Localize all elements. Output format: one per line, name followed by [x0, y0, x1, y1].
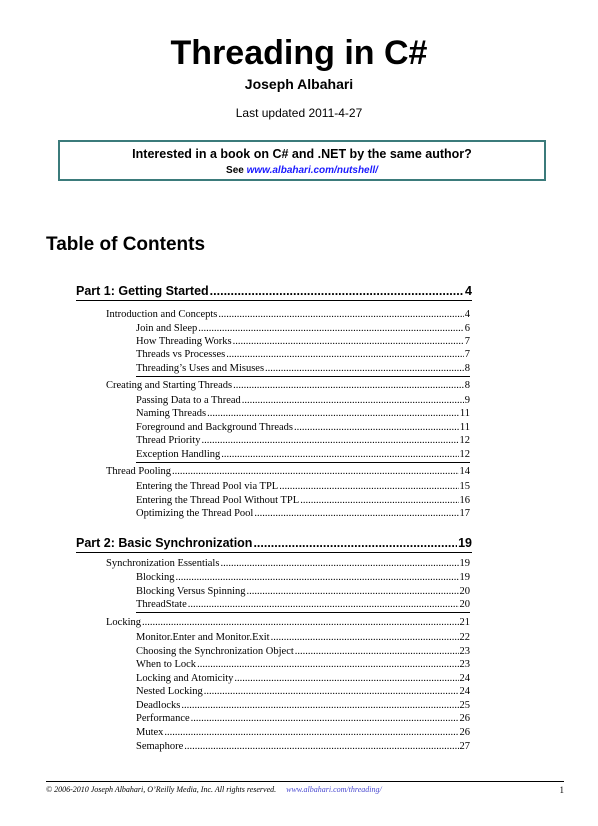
toc-entry[interactable]: Threading’s Uses and Misuses ..... 8 [136, 363, 470, 377]
toc-entry[interactable]: Blocking Versus Spinning ..... 20 [136, 586, 470, 599]
promo-see-line [60, 165, 544, 176]
promo-box [58, 140, 546, 181]
toc-entry[interactable]: Choosing the Synchronization Object ..... 23 [136, 646, 470, 659]
toc-entry[interactable]: Mutex ..... 26 [136, 727, 470, 740]
toc-entry[interactable]: Semaphore ..... 27 [136, 741, 470, 754]
promo-question: Interested in a book on C# and .NET by the same author? [132, 147, 472, 161]
footer-copyright: © 2006-2010 Joseph Albahari, O’Reilly Media, Inc. All rights reserved. [46, 785, 277, 794]
toc-entry[interactable]: Deadlocks ..... 25 [136, 700, 470, 713]
toc-entry[interactable]: ThreadState ..... 20 [136, 599, 470, 613]
toc-entry[interactable]: How Threading Works ..... 7 [136, 336, 470, 349]
toc-entry[interactable]: When to Lock ..... 23 [136, 659, 470, 672]
toc-heading: Table of Contents [46, 234, 206, 255]
toc-part-getting-started[interactable]: Part 1: Getting Started ..... 4 [76, 284, 472, 301]
doc-author: Joseph Albahari [244, 76, 354, 92]
toc-part-basic-synchronization[interactable]: Part 2: Basic Synchronization ..... 19 [76, 536, 472, 553]
doc-title: Threading in C# [170, 34, 428, 72]
toc-entry[interactable]: Synchronization Essentials ..... 19 [106, 558, 470, 571]
toc-entry[interactable]: Locking ..... 21 [106, 617, 470, 630]
toc-entry[interactable]: Entering the Thread Pool Without TPL ..... 16 [136, 495, 470, 508]
nutshell-link[interactable]: www.albahari.com/nutshell/ [246, 165, 378, 176]
last-updated: Last updated 2011-4-27 [235, 106, 363, 120]
toc-entry[interactable]: Thread Pooling ..... 14 [106, 466, 470, 479]
toc-entry[interactable]: Nested Locking ..... 24 [136, 686, 470, 699]
toc-entry[interactable]: Naming Threads ..... 11 [136, 408, 470, 421]
toc-entry[interactable]: Exception Handling ..... 12 [136, 449, 470, 463]
footer-divider [46, 781, 564, 782]
toc-entry[interactable]: Passing Data to a Thread ..... 9 [136, 395, 470, 408]
toc-entry[interactable]: Blocking ..... 19 [136, 572, 470, 585]
toc-entry[interactable]: Optimizing the Thread Pool ..... 17 [136, 508, 470, 521]
toc-entry[interactable]: Locking and Atomicity ..... 24 [136, 673, 470, 686]
promo-see-label: See [226, 165, 244, 176]
toc-entry[interactable]: Join and Sleep ..... 6 [136, 323, 470, 336]
toc-entry[interactable]: Creating and Starting Threads ..... 8 [106, 380, 470, 393]
footer-threading-link[interactable]: www.albahari.com/threading/ [286, 785, 382, 794]
toc-entry[interactable]: Thread Priority ..... 12 [136, 435, 470, 448]
toc-entry[interactable]: Monitor.Enter and Monitor.Exit ..... 22 [136, 632, 470, 645]
toc-entry[interactable]: Foreground and Background Threads ..... 11 [136, 422, 470, 435]
page-footer [46, 785, 564, 795]
toc-entry[interactable]: Introduction and Concepts ..... 4 [106, 309, 470, 322]
footer-page-number: 1 [559, 785, 564, 795]
toc-entry[interactable]: Threads vs Processes ..... 7 [136, 349, 470, 362]
toc-entry[interactable]: Performance ..... 26 [136, 713, 470, 726]
toc-entry[interactable]: Entering the Thread Pool via TPL ..... 15 [136, 481, 470, 494]
